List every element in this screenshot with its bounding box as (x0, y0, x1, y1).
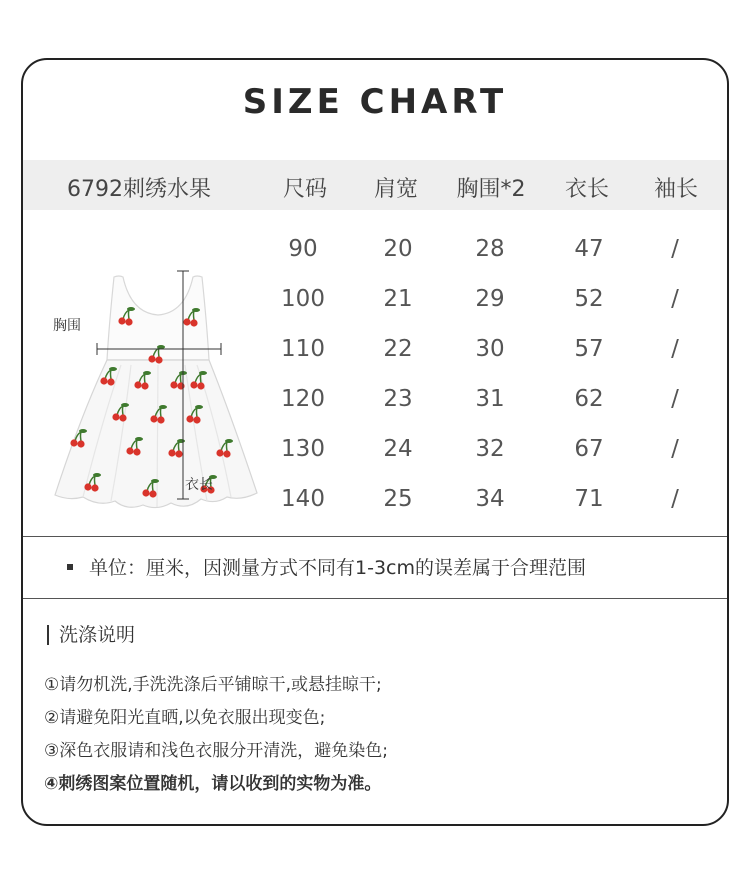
unit-note-text: 单位：厘米，因测量方式不同有1-3cm的误差属于合理范围 (89, 557, 586, 579)
shoulder-cell: 24 (383, 436, 413, 462)
chest-cell: 31 (475, 386, 505, 412)
size-cell: 140 (281, 486, 325, 512)
chest-measure-label: 胸围 (53, 318, 81, 334)
bullet-icon (67, 564, 73, 570)
sleeve-cell: / (671, 286, 679, 312)
column-header-shoulder: 肩宽 (373, 177, 419, 202)
size-cell: 130 (281, 436, 325, 462)
care-item: ①请勿机洗,手洗洗涤后平铺晾干,或悬挂晾干; (44, 675, 382, 695)
length-cell: 57 (574, 336, 604, 362)
chest-cell: 29 (475, 286, 505, 312)
column-header-length: 衣长 (564, 177, 610, 202)
length-cell: 47 (574, 236, 604, 262)
shoulder-cell: 20 (383, 236, 413, 262)
column-header-size: 尺码 (282, 177, 328, 202)
shoulder-cell: 23 (383, 386, 413, 412)
chest-cell: 28 (475, 236, 505, 262)
dress-illustration (31, 265, 261, 535)
size-cell: 100 (281, 286, 325, 312)
sleeve-cell: / (671, 336, 679, 362)
column-header-chest: 胸围*2 (456, 177, 526, 202)
sleeve-cell: / (671, 236, 679, 262)
shoulder-cell: 21 (383, 286, 413, 312)
length-cell: 67 (574, 436, 604, 462)
size-cell: 120 (281, 386, 325, 412)
shoulder-cell: 22 (383, 336, 413, 362)
sleeve-cell: / (671, 386, 679, 412)
length-measure-label: 衣长 (185, 477, 213, 493)
length-cell: 52 (574, 286, 604, 312)
divider (23, 598, 727, 599)
size-cell: 110 (281, 336, 325, 362)
care-item: ②请避免阳光直晒,以免衣服出现变色; (44, 708, 326, 728)
column-header-sleeve: 袖长 (653, 177, 699, 202)
divider (23, 536, 727, 537)
unit-note (67, 553, 586, 580)
care-instructions-title: 洗涤说明 (47, 625, 135, 645)
sleeve-cell: / (671, 486, 679, 512)
chest-cell: 30 (475, 336, 505, 362)
length-cell: 62 (574, 386, 604, 412)
length-cell: 71 (574, 486, 604, 512)
size-cell: 90 (288, 236, 318, 262)
size-chart-card (21, 58, 729, 826)
sleeve-cell: / (671, 436, 679, 462)
page-title: SIZE CHART (242, 82, 508, 122)
shoulder-cell: 25 (383, 486, 413, 512)
care-item: ④刺绣图案位置随机，请以收到的实物为准。 (44, 774, 382, 794)
chest-cell: 32 (475, 436, 505, 462)
care-item: ③深色衣服请和浅色衣服分开清洗，避免染色; (44, 741, 388, 761)
chest-cell: 34 (475, 486, 505, 512)
product-name: 6792刺绣水果 (67, 177, 211, 202)
